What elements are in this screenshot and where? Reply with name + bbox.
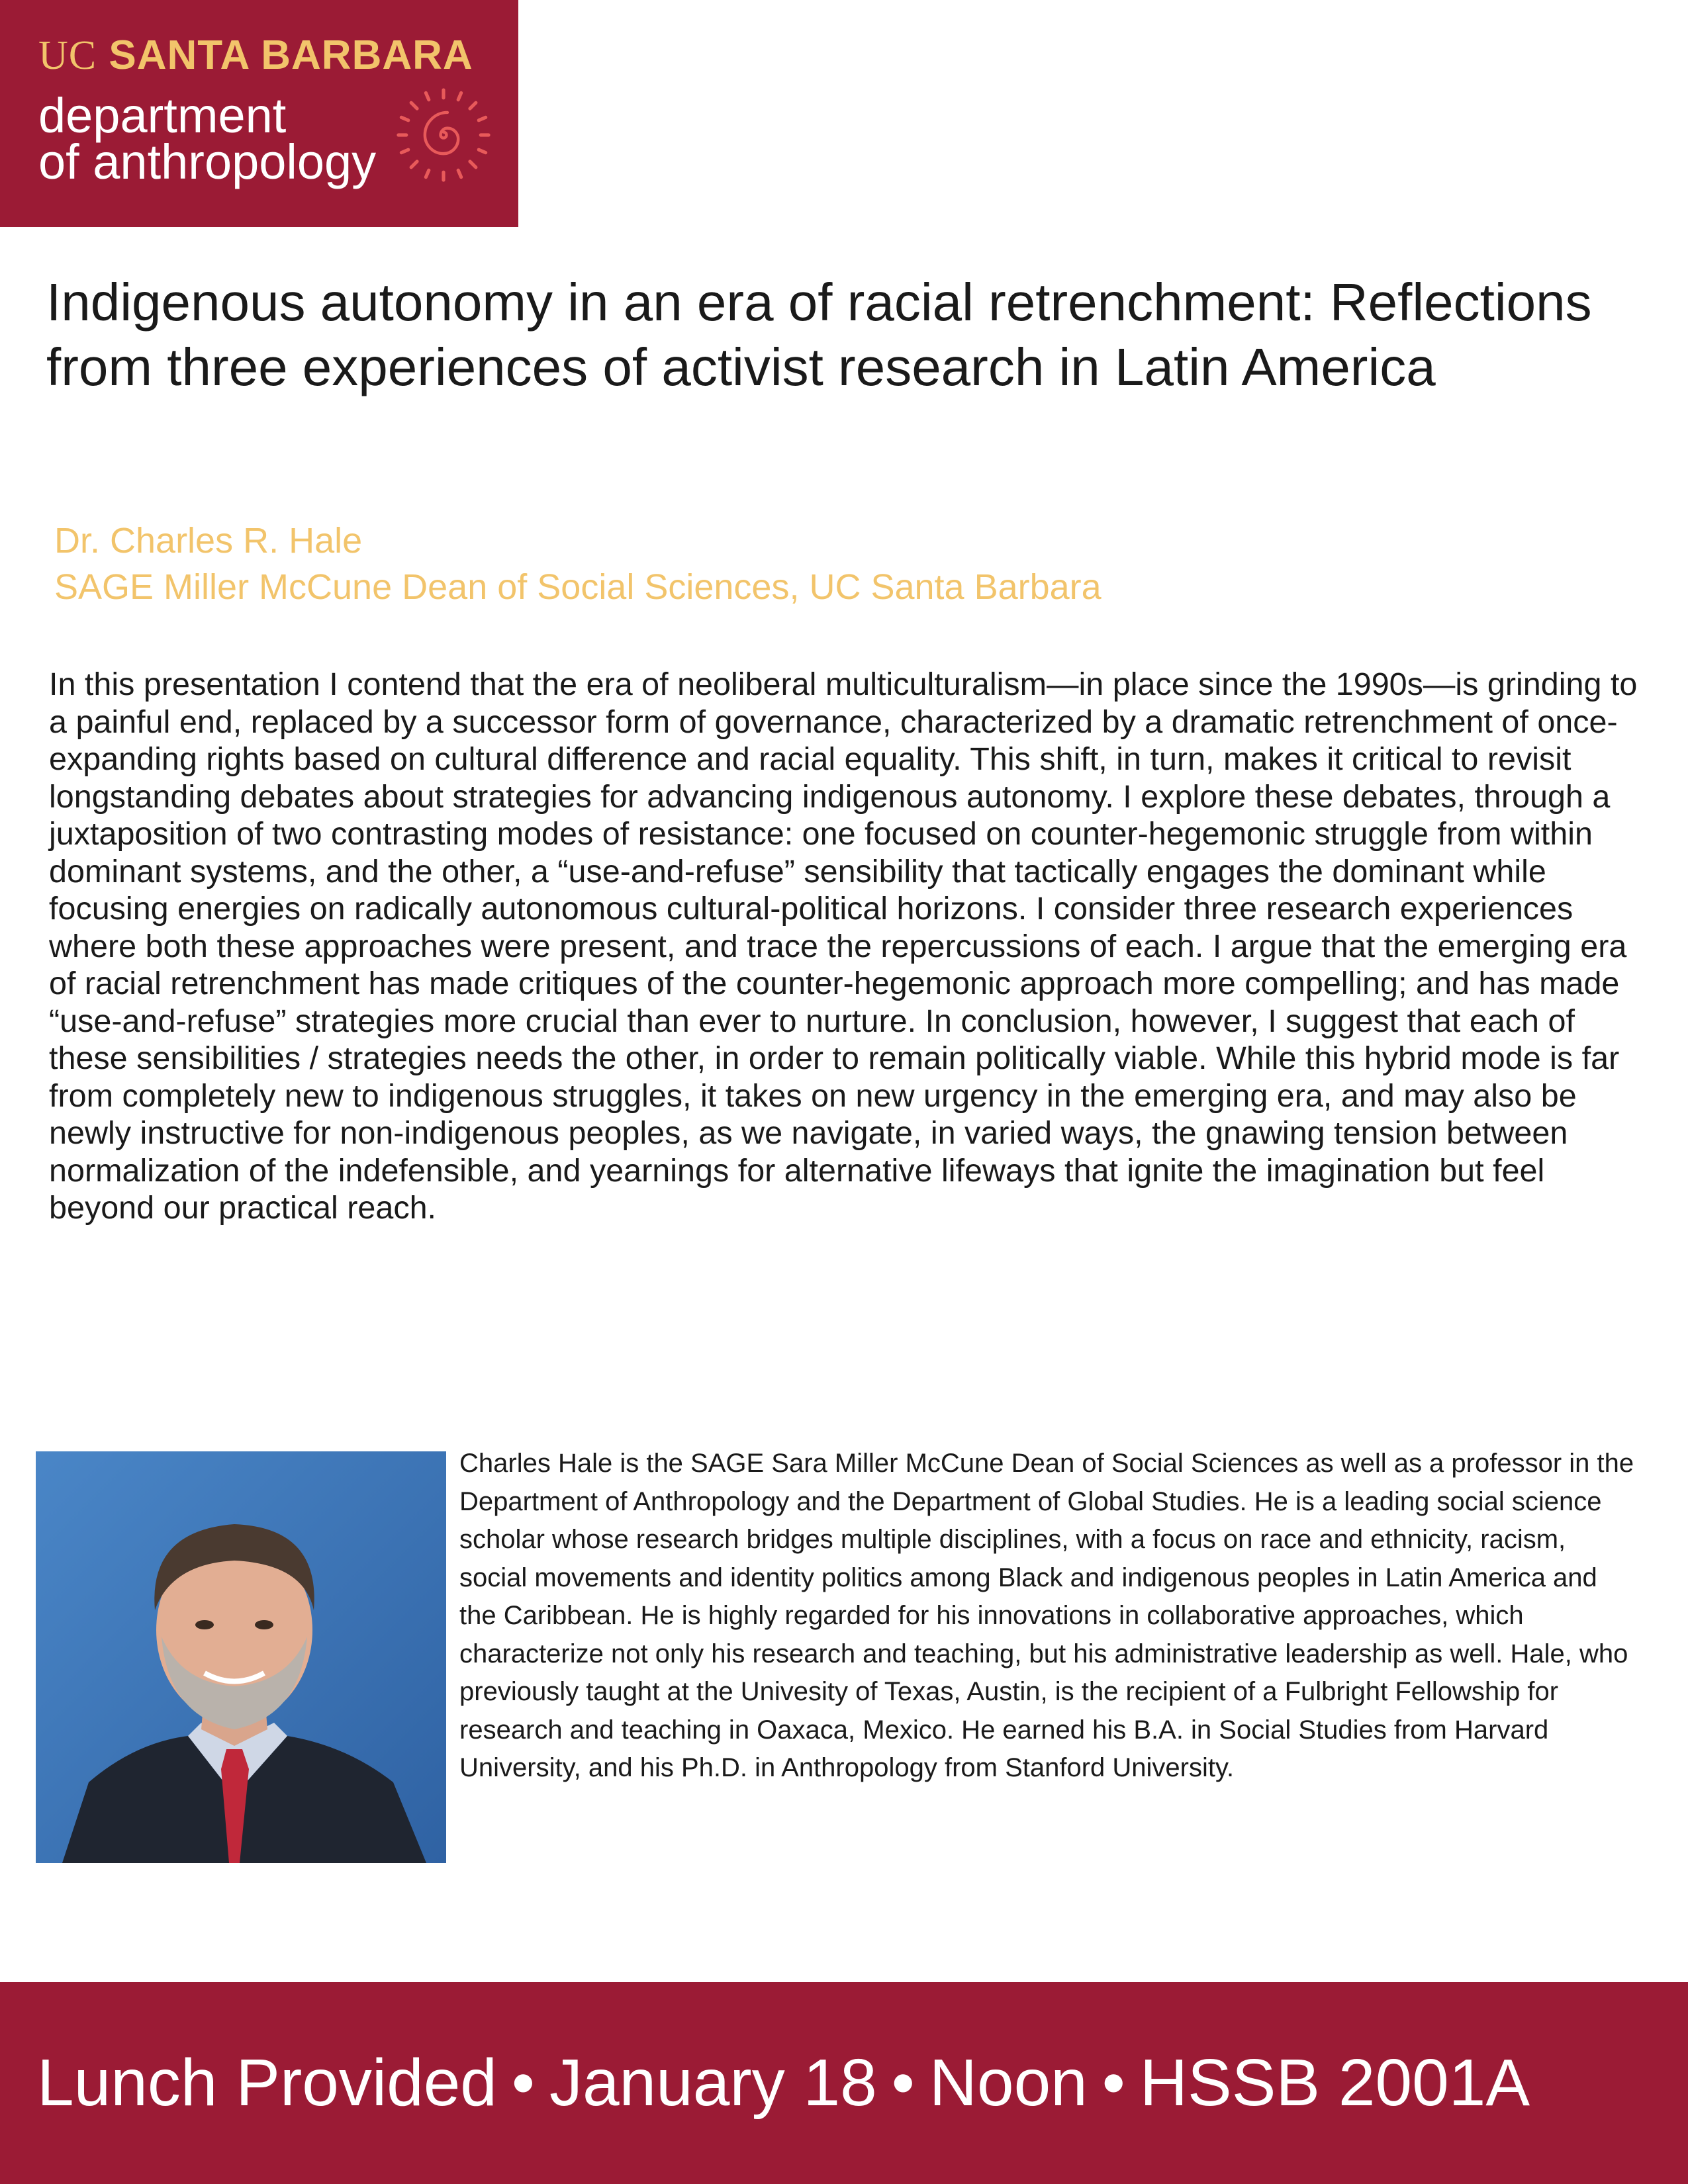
speaker-info (54, 518, 1577, 610)
department-logo (0, 0, 518, 227)
speaker-position: SAGE Miller McCune Dean of Social Sciences, UC Santa Barbara (54, 567, 1102, 607)
bullet-separator: • (1102, 2046, 1125, 2120)
department-name (38, 88, 377, 189)
santa-barbara-text: SANTA BARBARA (109, 32, 473, 78)
abstract-text: In this presentation I contend that the era of neoliberal multiculturalism—in place since the 1990s—is grinding to a painful end, replaced by a successor form of governance, characterized by a dramatic retrenchment of once-expanding rights based on cultural difference and racial equality. This shift, in turn, makes it critical to revisit longstanding debates about strategies for advancing indigenous autonomy. I explore these debates, through a juxtaposition of two contrasting modes of resistance: one focused on counter-hegemonic struggle from within dominant systems, and the other, a “use-and-refuse” sensibility that tactically engages the dominant while focusing energies on radically autonomous cultural-political horizons. I consider three research experiences where both these approaches were present, and trace the repercussions of each. I argue that the emerging era of racial retrenchment has made critiques of the counter-hegemonic approach more compelling; and has made “use-and-refuse” strategies more crucial than ever to nurture. In conclusion, however, I suggest that each of these sensibilities / strategies needs the other, in order to remain politically viable. While this hybrid mode is far from completely new to indigenous struggles, it takes on new urgency in the emerging era, and may also be newly instructive for non-indigenous peoples, as we navigate, in varied ways, the gnawing tension between normalization of the indefensible, and yearnings for alternative lifeways that ignite the imagination but feel beyond our practical reach. (49, 666, 1638, 1226)
bullet-separator: • (891, 2046, 915, 2120)
uc-text: UC (38, 33, 97, 78)
spiral-sun-icon (395, 86, 492, 184)
speaker-portrait-image (36, 1451, 446, 1863)
department-line-2: of anthropology (38, 134, 377, 189)
event-time: Noon (929, 2046, 1088, 2120)
event-details (37, 2040, 1665, 2126)
bullet-separator: • (511, 2046, 535, 2120)
department-line-1: department (38, 88, 287, 143)
event-date: January 18 (549, 2046, 877, 2120)
ucsb-wordmark (38, 29, 473, 82)
speaker-photo (36, 1451, 446, 1863)
event-location: HSSB 2001A (1139, 2046, 1530, 2120)
speaker-bio: Charles Hale is the SAGE Sara Miller McCune Dean of Social Sciences as well as a professor in the Department of Anthropology and the Department of Global Studies. He is a leading social science scholar whose research bridges multiple disciplines, with a focus on race and ethnicity, racism, social movements and identity politics among Black and indigenous peoples in Latin America and the Caribbean. He is highly regarded for his innovations in collaborative approaches, which characterize not only his research and teaching, but his administrative leadership as well. Hale, who previously taught at the Univesity of Texas, Austin, is the recipient of a Fulbright Fellowship for research and teaching in Oaxaca, Mexico. He earned his B.A. in Social Studies from Harvard University, and his Ph.D. in Anthropology from Stanford University. (459, 1449, 1634, 1782)
talk-title: Indigenous autonomy in an era of racial retrenchment: Reflections from three experiences of activist research in Latin America (46, 273, 1592, 396)
event-lunch: Lunch Provided (37, 2046, 497, 2120)
speaker-name: Dr. Charles R. Hale (54, 521, 363, 561)
